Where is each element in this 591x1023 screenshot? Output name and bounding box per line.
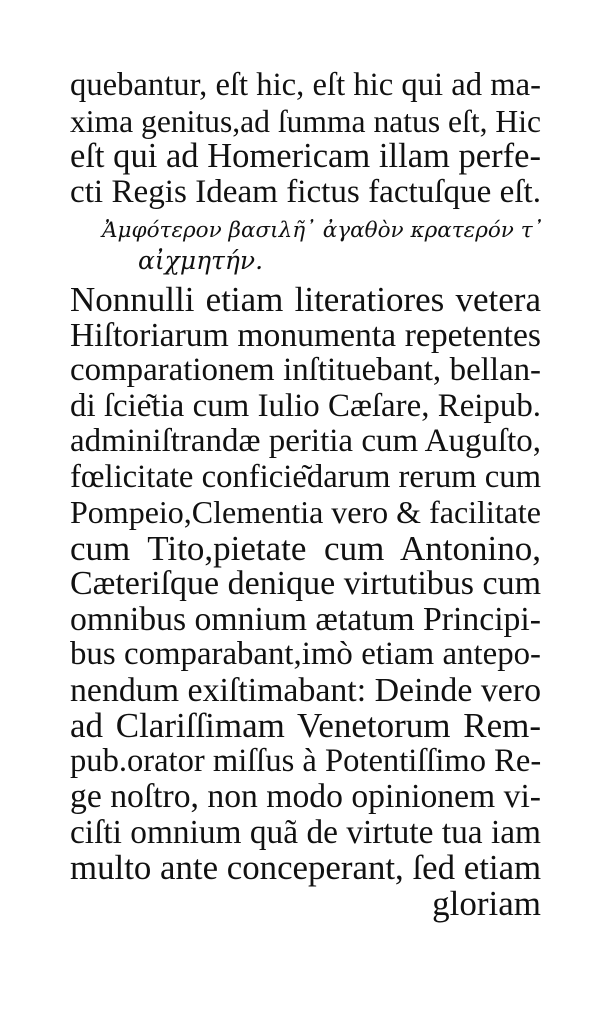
catchword: gloriam <box>432 883 541 923</box>
text-line: bus comparabant,imò etiam antepo- <box>70 636 541 672</box>
greek-line: Ἀμφότερον βασιλῆ᾽ ἀγαθὸν κρατερόν τ᾽ <box>102 218 544 243</box>
text-line: quebantur, eſt hic, eſt hic qui ad ma- <box>70 67 541 103</box>
text-line: ad Clariſſimam Venetorum Rem- <box>70 706 541 745</box>
greek-quotation <box>102 216 544 276</box>
text-line: Cæteriſque denique virtutibus cum <box>70 565 541 602</box>
text-block <box>70 67 544 923</box>
text-line: di ſcie͂tia cum Iulio Cæſare, Reipub. <box>70 387 541 424</box>
text-line: pub.orator miſſus à Potentiſſimo Re- <box>70 742 542 779</box>
text-line: adminiſtrandæ peritia cum Auguſto, <box>70 423 541 459</box>
text-line: cti Regis Ideam fictus factuſque eſt. <box>70 173 541 210</box>
greek-line: αἰχμητήν. <box>138 246 264 275</box>
text-line: Nonnulli etiam literatiores vetera <box>70 280 541 319</box>
text-line: Pompeio,Clementia vero & facilitate <box>70 494 541 530</box>
text-line: comparationem inſtituebant, bellan- <box>70 352 541 388</box>
text-line: ge noſtro, non modo opinionem vi- <box>70 778 541 815</box>
text-line: xima genitus,ad ſumma natus eſt, Hic <box>70 103 541 139</box>
text-line: fœlicitate conficie͂darum rerum cum <box>70 458 542 495</box>
text-line: Hiſtoriarum monumenta repetentes <box>70 316 541 354</box>
text-line: omnibus omnium ætatum Principi- <box>70 600 541 638</box>
text-line: nendum exiſtimabant: Deinde vero <box>70 671 541 709</box>
text-line: ciſti omnium quã de virtute tua iam <box>70 813 541 851</box>
text-line: cum Tito,pietate cum Antonino, <box>70 528 541 568</box>
text-line: eſt qui ad Homericam illam perfe- <box>70 137 541 175</box>
text-line: multo ante conceperant, ſed etiam <box>70 848 542 887</box>
